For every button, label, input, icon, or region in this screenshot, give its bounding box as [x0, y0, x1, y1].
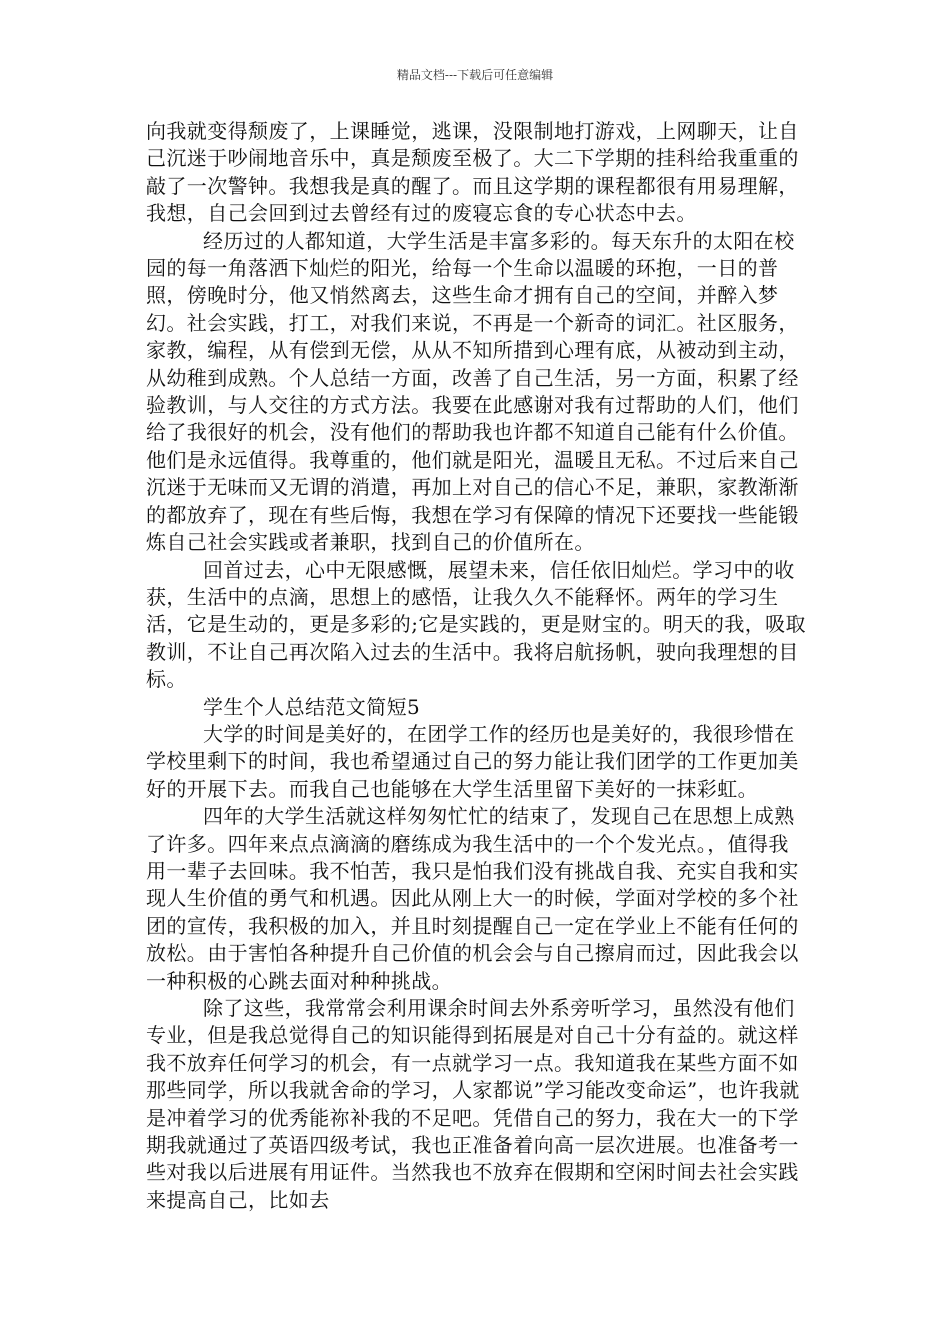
paragraph: 经历过的人都知道，大学生活是丰富多彩的。每天东升的太阳在校园的每一角落洒下灿烂的阳光，给每一个生命以温暖的环抱，一日的普照，傍晚时分，他又悄然离去，这些生命才拥有自己的空间，并醉入梦幻。社会实践，打工，对我们来说，不再是一个新奇的词汇。社区服务，家教，编程，从有偿到无偿，从从不知所措到心理有底，从被动到主动，从幼稚到成熟。个人总结一方面，改善了自己生活，另一方面，积累了经验教训，与人交往的方式方法。我要在此感谢对我有过帮助的人们，他们给了我很好的机会，没有他们的帮助我也许都不知道自己能有什么价值。他们是永远值得。我尊重的，他们就是阳光，温暖且无私。不过后来自己沉迷于无味而又无谓的消遣，再加上对自己的信心不足，兼职，家教渐渐的都放弃了，现在有些后悔，我想在学习有保障的情况下还要找一些能锻炼自己社会实践或者兼职，找到自己的价值所在。 — [146, 228, 799, 555]
paragraph: 大学的时间是美好的，在团学工作的经历也是美好的，我很珍惜在学校里剩下的时间，我也希望通过自己的努力能让我们团学的工作更加美好的开展下去。而我自己也能够在大学生活里留下美好的一抹彩虹。 — [146, 721, 799, 801]
paragraph: 向我就变得颓废了，上课睡觉，逃课，没限制地打游戏，上网聊天，让自己沉迷于吵闹地音乐中，真是颓废至极了。大二下学期的挂科给我重重的敲了一次警钟。我想我是真的醒了。而且这学期的课程都很有用易理解，我想，自己会回到过去曾经有过的废寝忘食的专心状态中去。 — [146, 119, 799, 226]
page-header: 精品文档---下载后可任意编辑 — [396, 68, 554, 82]
section-heading: 学生个人总结范文简短5 — [203, 694, 421, 719]
paragraph: 回首过去，心中无限感慨，展望未来，信任依旧灿烂。学习中的收获，生活中的点滴，思想上的感悟，让我久久不能释怀。两年的学习生活，它是生动的，更是多彩的;它是实践的，更是财宝的。明天的我，吸取教训，不让自己再次陷入过去的生活中。我将启航扬帆，驶向我理想的目标。 — [146, 557, 806, 692]
paragraph: 四年的大学生活就这样匆匆忙忙的结束了，发现自己在思想上成熟了许多。四年来点点滴滴的磨练成为我生活中的一个个发光点。，值得我用一辈子去回味。我不怕苦，我只是怕我们没有挑战自我、充实自我和实现人生价值的勇气和机遇。因此从刚上大一的时候，学面对学校的多个社团的宣传，我积极的加入，并且时刻提醒自己一定在学业上不能有任何的放松。由于害怕各种提升自己价值的机会会与自己擦肩而过，因此我会以一种积极的心跳去面对种种挑战。 — [146, 804, 799, 993]
paragraph: 除了这些，我常常会利用课余时间去外系旁听学习，虽然没有他们专业，但是我总觉得自己的知识能得到拓展是对自己十分有益的。就这样我不放弃任何学习的机会，有一点就学习一点。我知道我在某些方面不如那些同学，所以我就舍命的学习，人家都说”学习能改变命运”，也许我就是冲着学习的优秀能祢补我的不足吧。凭借自己的努力，我在大一的下学期我就通过了英语四级考试，我也正准备着向高一层次进展。也准备考一些对我以后进展有用证件。当然我也不放弃在假期和空闲时间去社会实践来提高自己，比如去 — [146, 996, 800, 1212]
document-body — [146, 118, 806, 1214]
